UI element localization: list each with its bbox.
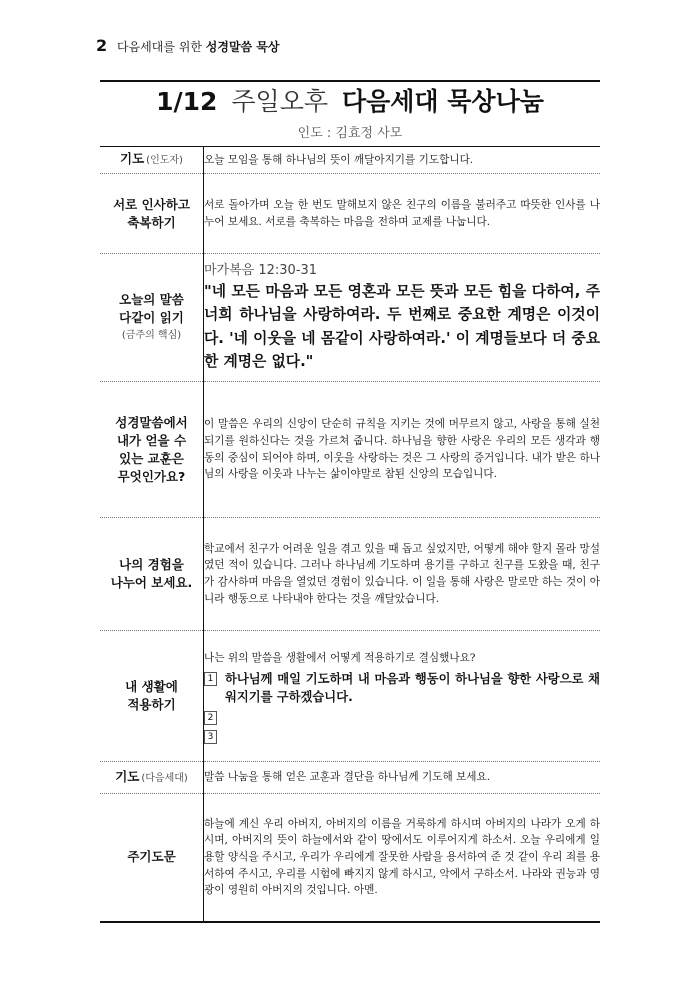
worksheet-table <box>100 146 600 923</box>
page-number: 2 <box>96 36 108 55</box>
label-line: 무엇인가요? <box>117 468 186 484</box>
row-content: 학교에서 친구가 어려운 일을 겪고 있을 때 돕고 싶었지만, 어떻게 해야 할지 몰라 망설였던 적이 있습니다. 그러나 하나님께 기도하며 용기를 구하고 친구를 도왔을 때, 친구가 감사하며 마음을 열었던 경험이 있습니다. 이 일을 통해 사랑은 말로만 하는 것이 아니라 행동으로 나타내야 한다는 것을 깨달았습니다. <box>204 518 601 631</box>
label-text: 기도 <box>120 151 145 166</box>
label-line: 내가 얻을 수 <box>116 432 187 448</box>
label-line: 있는 교훈은 <box>119 450 184 466</box>
title-main: 다음세대 묵상나눔 <box>341 87 544 116</box>
row-label <box>100 382 204 518</box>
option-number-box: 3 <box>204 730 217 744</box>
row-lesson <box>100 382 600 518</box>
label-line: 성경말씀에서 <box>115 414 188 430</box>
label-text: 기도 <box>115 768 140 784</box>
row-label <box>100 174 204 254</box>
page-title <box>100 86 600 118</box>
row-label <box>100 794 204 922</box>
row-label <box>100 147 204 174</box>
running-head-title: 성경말씀 묵상 <box>205 40 280 54</box>
option-number-box: 1 <box>204 672 217 686</box>
scripture-reference: 마가복음 12:30-31 <box>204 262 318 278</box>
title-date: 1/12 <box>156 87 218 116</box>
row-prayer-open <box>100 147 600 174</box>
apply-option <box>204 670 600 706</box>
label-line: 적용하기 <box>127 697 176 712</box>
running-head-prefix: 다음세대를 위한 <box>116 40 202 54</box>
row-label <box>100 631 204 762</box>
apply-option <box>204 728 600 744</box>
running-head <box>96 36 280 55</box>
row-experience <box>100 518 600 631</box>
row-content <box>204 631 601 762</box>
row-label <box>100 518 204 631</box>
option-number-box: 2 <box>204 711 217 725</box>
label-line: 나누어 보세요. <box>110 575 193 590</box>
row-label <box>100 254 204 382</box>
label-line: 서로 인사하고 <box>113 196 190 212</box>
row-scripture <box>100 254 600 382</box>
apply-option <box>204 709 600 725</box>
label-line: 다같이 읽기 <box>119 309 184 325</box>
row-content: 오늘 모임을 통해 하나님의 뜻이 깨달아지기를 기도합니다. <box>204 147 601 174</box>
label-note: (금주의 핵심) <box>121 329 182 341</box>
title-rule <box>100 80 600 82</box>
label-note: (인도자) <box>146 155 183 166</box>
row-content: 하늘에 계신 우리 아버지, 아버지의 이름을 거룩하게 하시며 아버지의 나라가 오게 하시며, 아버지의 뜻이 하늘에서와 같이 땅에서도 이루어지게 하소서. 오늘 우리에게 일용할 양식을 주시고, 우리가 우리에게 잘못한 사람을 용서하여 준 것 같이 우리 죄를 용서하여 주시고, 우리를 시험에 빠지지 않게 하시고, 악에서 구하소서. 나라와 권능과 영광이 영원히 아버지의 것입니다. 아멘. <box>204 794 601 922</box>
row-content <box>204 254 601 382</box>
label-line: 내 생활에 <box>125 679 178 694</box>
scripture-verse: "네 모든 마음과 모든 영혼과 모든 뜻과 모든 힘을 다하여, 주 너희 하나님을 사랑하여라. 두 번째로 중요한 계명은 이것이다. '네 이웃을 네 몸같이 사랑하여라.' 이 계명들보다 더 중요한 계명은 없다." <box>204 282 600 370</box>
row-label <box>100 762 204 794</box>
label-line: 축복하기 <box>127 214 176 230</box>
option-text[interactable]: 하나님께 매일 기도하며 내 마음과 행동이 하나님을 향한 사랑으로 채워지기를 구하겠습니다. <box>225 671 600 704</box>
row-lords-prayer <box>100 794 600 922</box>
row-content: 서로 돌아가며 오늘 한 번도 말해보지 않은 친구의 이름을 불러주고 따뜻한 인사를 나누어 보세요. 서로를 축복하는 마음을 전하며 교제를 나눕니다. <box>204 174 601 254</box>
apply-question: 나는 위의 말씀을 생활에서 어떻게 적용하기로 결심했나요? <box>204 651 476 664</box>
row-greeting <box>100 174 600 254</box>
label-text: 주기도문 <box>127 849 176 865</box>
row-prayer-next <box>100 762 600 794</box>
title-service: 주일오후 <box>231 87 329 116</box>
label-note: (다음세대) <box>141 772 188 784</box>
label-line: 나의 경험을 <box>119 557 184 572</box>
row-content: 이 말씀은 우리의 신앙이 단순히 규칙을 지키는 것에 머무르지 않고, 사랑을 통해 실천되기를 원하신다는 것을 가르쳐 줍니다. 하나님을 향한 사랑은 우리의 모든 생각과 행동의 중심이 되어야 하며, 이웃을 사랑하는 것은 그 사랑의 증거입니다. 내가 받은 하나님의 사랑을 이웃과 나누는 삶이야말로 참된 신앙의 모습입니다. <box>204 382 601 518</box>
row-content: 말씀 나눔을 통해 얻은 교훈과 결단을 하나님께 기도해 보세요. <box>204 762 601 794</box>
row-apply <box>100 631 600 762</box>
label-line: 오늘의 말씀 <box>119 291 184 307</box>
leader-line: 인도 : 김효정 사모 <box>297 126 403 141</box>
